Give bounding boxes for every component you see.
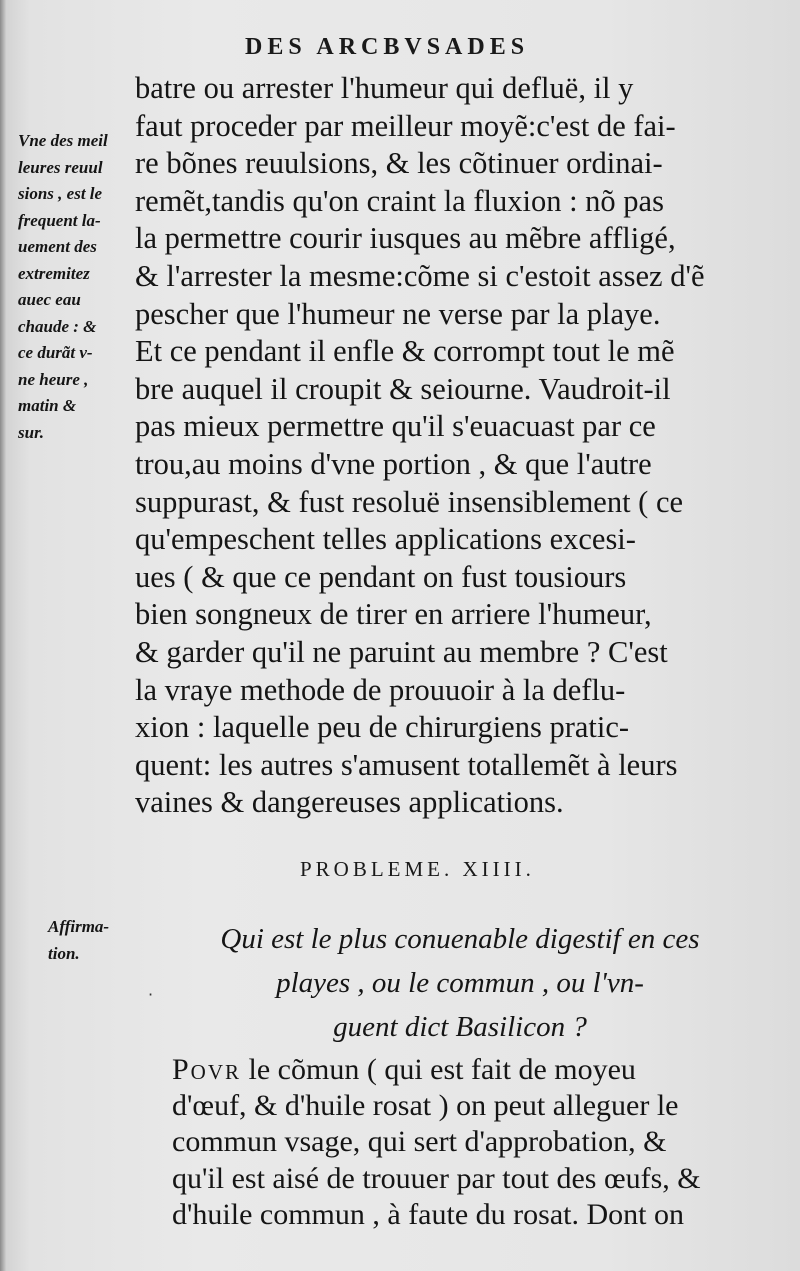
text-line: & l'arrester la mesme:cõme si c'estoit assez d'ẽ (135, 258, 705, 293)
ink-speck: · (148, 985, 154, 1004)
answer-line: d'huile commun , à faute du rosat. Dont on (172, 1197, 684, 1231)
answer-line: commun vsage, qui sert d'approbation, & (172, 1125, 667, 1159)
marginal-note-affirmation (48, 914, 158, 967)
text-line: Et ce pendant il enfle & corrompt tout le mẽ (135, 334, 675, 369)
text-line: vaines & dangereuses applications. (135, 785, 564, 820)
marginal-note-line: frequent la- (18, 210, 101, 230)
answer-line (172, 1052, 742, 1088)
marginal-note-line: matin & (18, 396, 77, 415)
text-line: qu'empeschent telles applications excesi- (135, 522, 636, 557)
marginal-note-line: sions , est le (18, 184, 103, 203)
text-line: suppurast, & fust resoluë insensiblement ( ce (135, 484, 684, 519)
text-line: pas mieux permettre qu'il s'euacuast par ce (135, 409, 656, 444)
marginal-note-line: leures reuul (18, 157, 103, 177)
text-line: la vraye methode de prouuoir à la deflu- (135, 672, 626, 707)
question-line: Qui est le plus conuenable digestif en ces (220, 923, 700, 955)
text-line: remẽt,tandis qu'on craint la fluxion : nõ pas (135, 183, 664, 218)
marginal-note-line: ce durãt v- (18, 343, 93, 362)
text-line: faut proceder par meilleur moyẽ:c'est de fai- (135, 108, 676, 143)
text-line: pescher que l'humeur ne verse par la playe. (135, 296, 661, 331)
text-line: xion : laquelle peu de chirurgiens pratic- (135, 710, 630, 745)
main-text-block (135, 70, 715, 822)
answer-line: d'œuf, & d'huile rosat ) on peut alleguer le (172, 1089, 679, 1123)
marginal-note-line: extremitez (18, 263, 90, 283)
text-line: trou,au moins d'vne portion , & que l'autre (135, 446, 652, 481)
marginal-note-line: Vne des meil (18, 131, 108, 150)
text-line: quent: les autres s'amusent totallemẽt à leurs (135, 747, 678, 782)
marginal-note-line: uement des (18, 237, 97, 256)
text-line: re bõnes reuulsions, & les cõtinuer ordinai- (135, 146, 663, 181)
question-line: playes , ou le commun , ou l'vn- (276, 967, 644, 999)
text-line: bien songneux de tirer en arriere l'humeur, (135, 597, 652, 632)
text-line: bre auquel il croupit & seiourne. Vaudroit-il (135, 371, 671, 406)
marginal-note-line: ne heure , (18, 369, 89, 389)
question-text (200, 917, 720, 1049)
answer-line: qu'il est aisé de trouuer par tout des œufs, & (172, 1161, 701, 1195)
marginal-note (18, 128, 133, 446)
question-line: guent dict Basilicon ? (333, 1011, 587, 1043)
answer-text (172, 1052, 742, 1233)
marginal-note-line: tion. (48, 943, 80, 963)
text-line: la permettre courir iusques au mẽbre affligé, (135, 221, 676, 256)
problem-heading: PROBLEME. XIIII. (300, 857, 535, 881)
marginal-note-line: sur. (18, 422, 44, 442)
answer-line-text: le cõmun ( qui est fait de moyeu (248, 1053, 636, 1086)
text-line: & garder qu'il ne paruint au membre ? C'est (135, 634, 668, 669)
text-line: batre ou arrester l'humeur qui defluë, il y (135, 71, 634, 105)
running-head: DES ARCBVSADES (245, 34, 530, 60)
marginal-note-line: auec eau (18, 290, 81, 309)
marginal-note-line: chaude : & (18, 316, 97, 336)
answer-first-word: Povr (172, 1053, 242, 1086)
text-line: ues ( & que ce pendant on fust tousiours (135, 559, 627, 594)
marginal-note-line: Affirma- (48, 917, 110, 936)
page-gutter (0, 0, 6, 1271)
